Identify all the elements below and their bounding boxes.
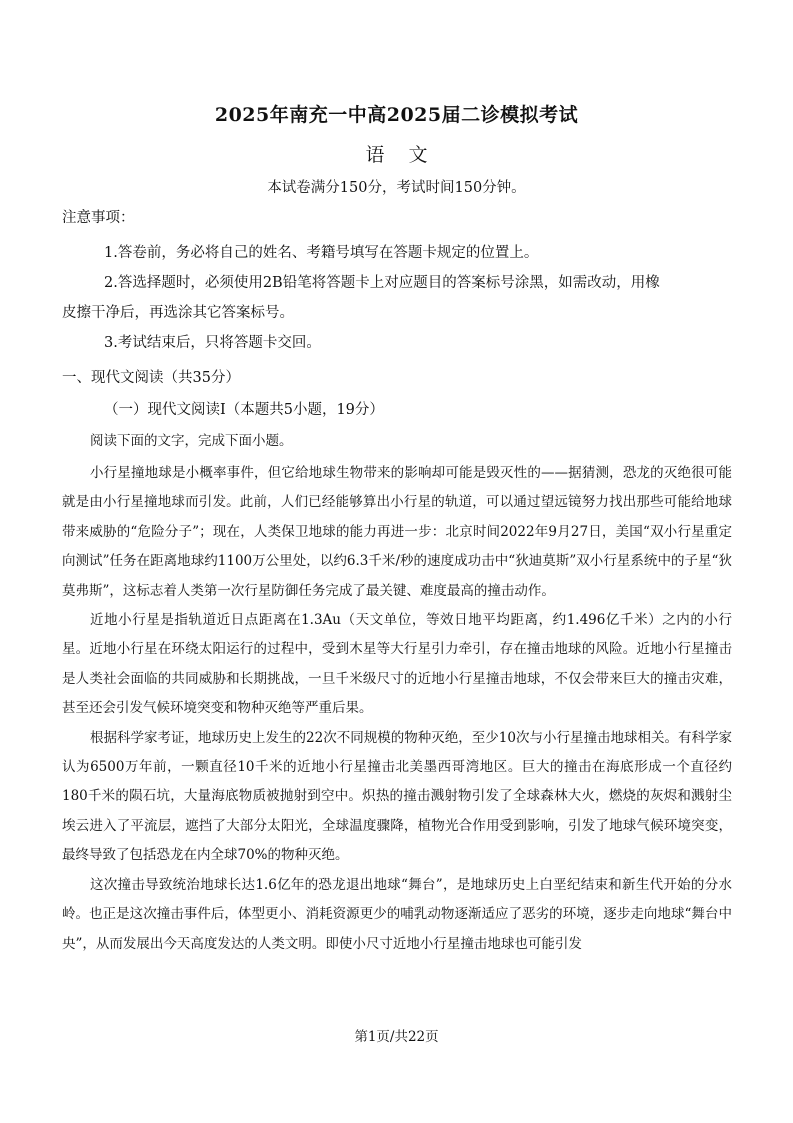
passage-paragraph-3: 根据科学家考证，地球历史上发生的22次不同规模的物种灭绝，至少10次与小行星撞击地球相关。有科学家认为6500万年前，一颗直径10千米的近地小行星撞击北美墨西哥湾地区。巨大的撞击在海底形成一个直径约180千米的陨石坑，大量海底物质被抛射到空中。炽热的撞击溅射物引发了全球森林大火，燃烧的灰烬和溅射尘埃云进入了平流层，遮挡了大部分太阳光，全球温度骤降，植物光合作用受到影响，引发了地球气候环境突变，最终导致了包括恐龙在内全球70%的物种灭绝。 [62,729,732,864]
subject-title: 语文 [365,144,452,166]
notice-heading: 注意事项： [62,210,135,226]
section-heading: 一、现代文阅读（共35分） [62,370,240,386]
passage-paragraph-2: 近地小行星是指轨道近日点距离在1.3Au（天文单位，等效日地平均距离，约1.496亿千米）之内的小行星。近地小行星在环绕太阳运行的过程中，受到木星等大行星引力牵引，存在撞击地球的风险。近地小行星撞击是人类社会面临的共同威胁和长期挑战，一旦千米级尺寸的近地小行星撞击地球，不仅会带来巨大的撞击灾难，甚至还会引发气候环境突变和物种灭绝等严重后果。 [62,612,732,717]
notice-item-3: 3.考试结束后，只将答题卡交回。 [104,335,321,351]
reading-instruction: 阅读下面的文字，完成下面小题。 [90,433,293,449]
reading-passage [62,459,732,959]
notice-item-2: 2.答选择题时，必须使用2B铅笔将答题卡上对应题目的答案标号涂黑，如需改动，用橡 [104,275,660,291]
subsection-heading: （一）现代文阅读Ⅰ（本题共5小题，19分） [104,402,384,418]
notice-item-1: 1.答卷前，务必将自己的姓名、考籍号填写在答题卡规定的位置上。 [104,245,539,261]
passage-paragraph-1: 小行星撞地球是小概率事件，但它给地球生物带来的影响却可能是毁灭性的——据猜测，恐龙的灭绝很可能就是由小行星撞地球而引发。此前，人们已经能够算出小行星的轨道，可以通过望远镜努力找出那些可能给地球带来威胁的“危险分子”；现在，人类保卫地球的能力再进一步：北京时间2022年9月27日，美国“双小行星重定向测试”任务在距离地球约1100万公里处，以约6.3千米/秒的速度成功击中“狄迪莫斯”双小行星系统中的子星“狄莫弗斯”，这标志着人类第一次行星防御任务完成了最关键、难度最高的撞击动作。 [62,465,732,599]
exam-info: 本试卷满分150分，考试时间150分钟。 [267,180,526,196]
exam-title: 2025年南充一中高2025届二诊模拟考试 [214,104,579,126]
passage-paragraph-4: 这次撞击导致统治地球长达1.6亿年的恐龙退出地球“舞台”，是地球历史上白垩纪结束和新生代开始的分水岭。也正是这次撞击事件后，体型更小、消耗资源更少的哺乳动物逐渐适应了恶劣的环境，逐步走向地球“舞台中央”，从而发展出今天高度发达的人类文明。即使小尺寸近地小行星撞击地球也可能引发 [62,876,732,952]
notice-item-2-continued: 皮擦干净后，再选涂其它答案标号。 [62,305,294,321]
notice-list [62,238,732,358]
page-footer: 第1页/共22页 [354,1029,439,1045]
